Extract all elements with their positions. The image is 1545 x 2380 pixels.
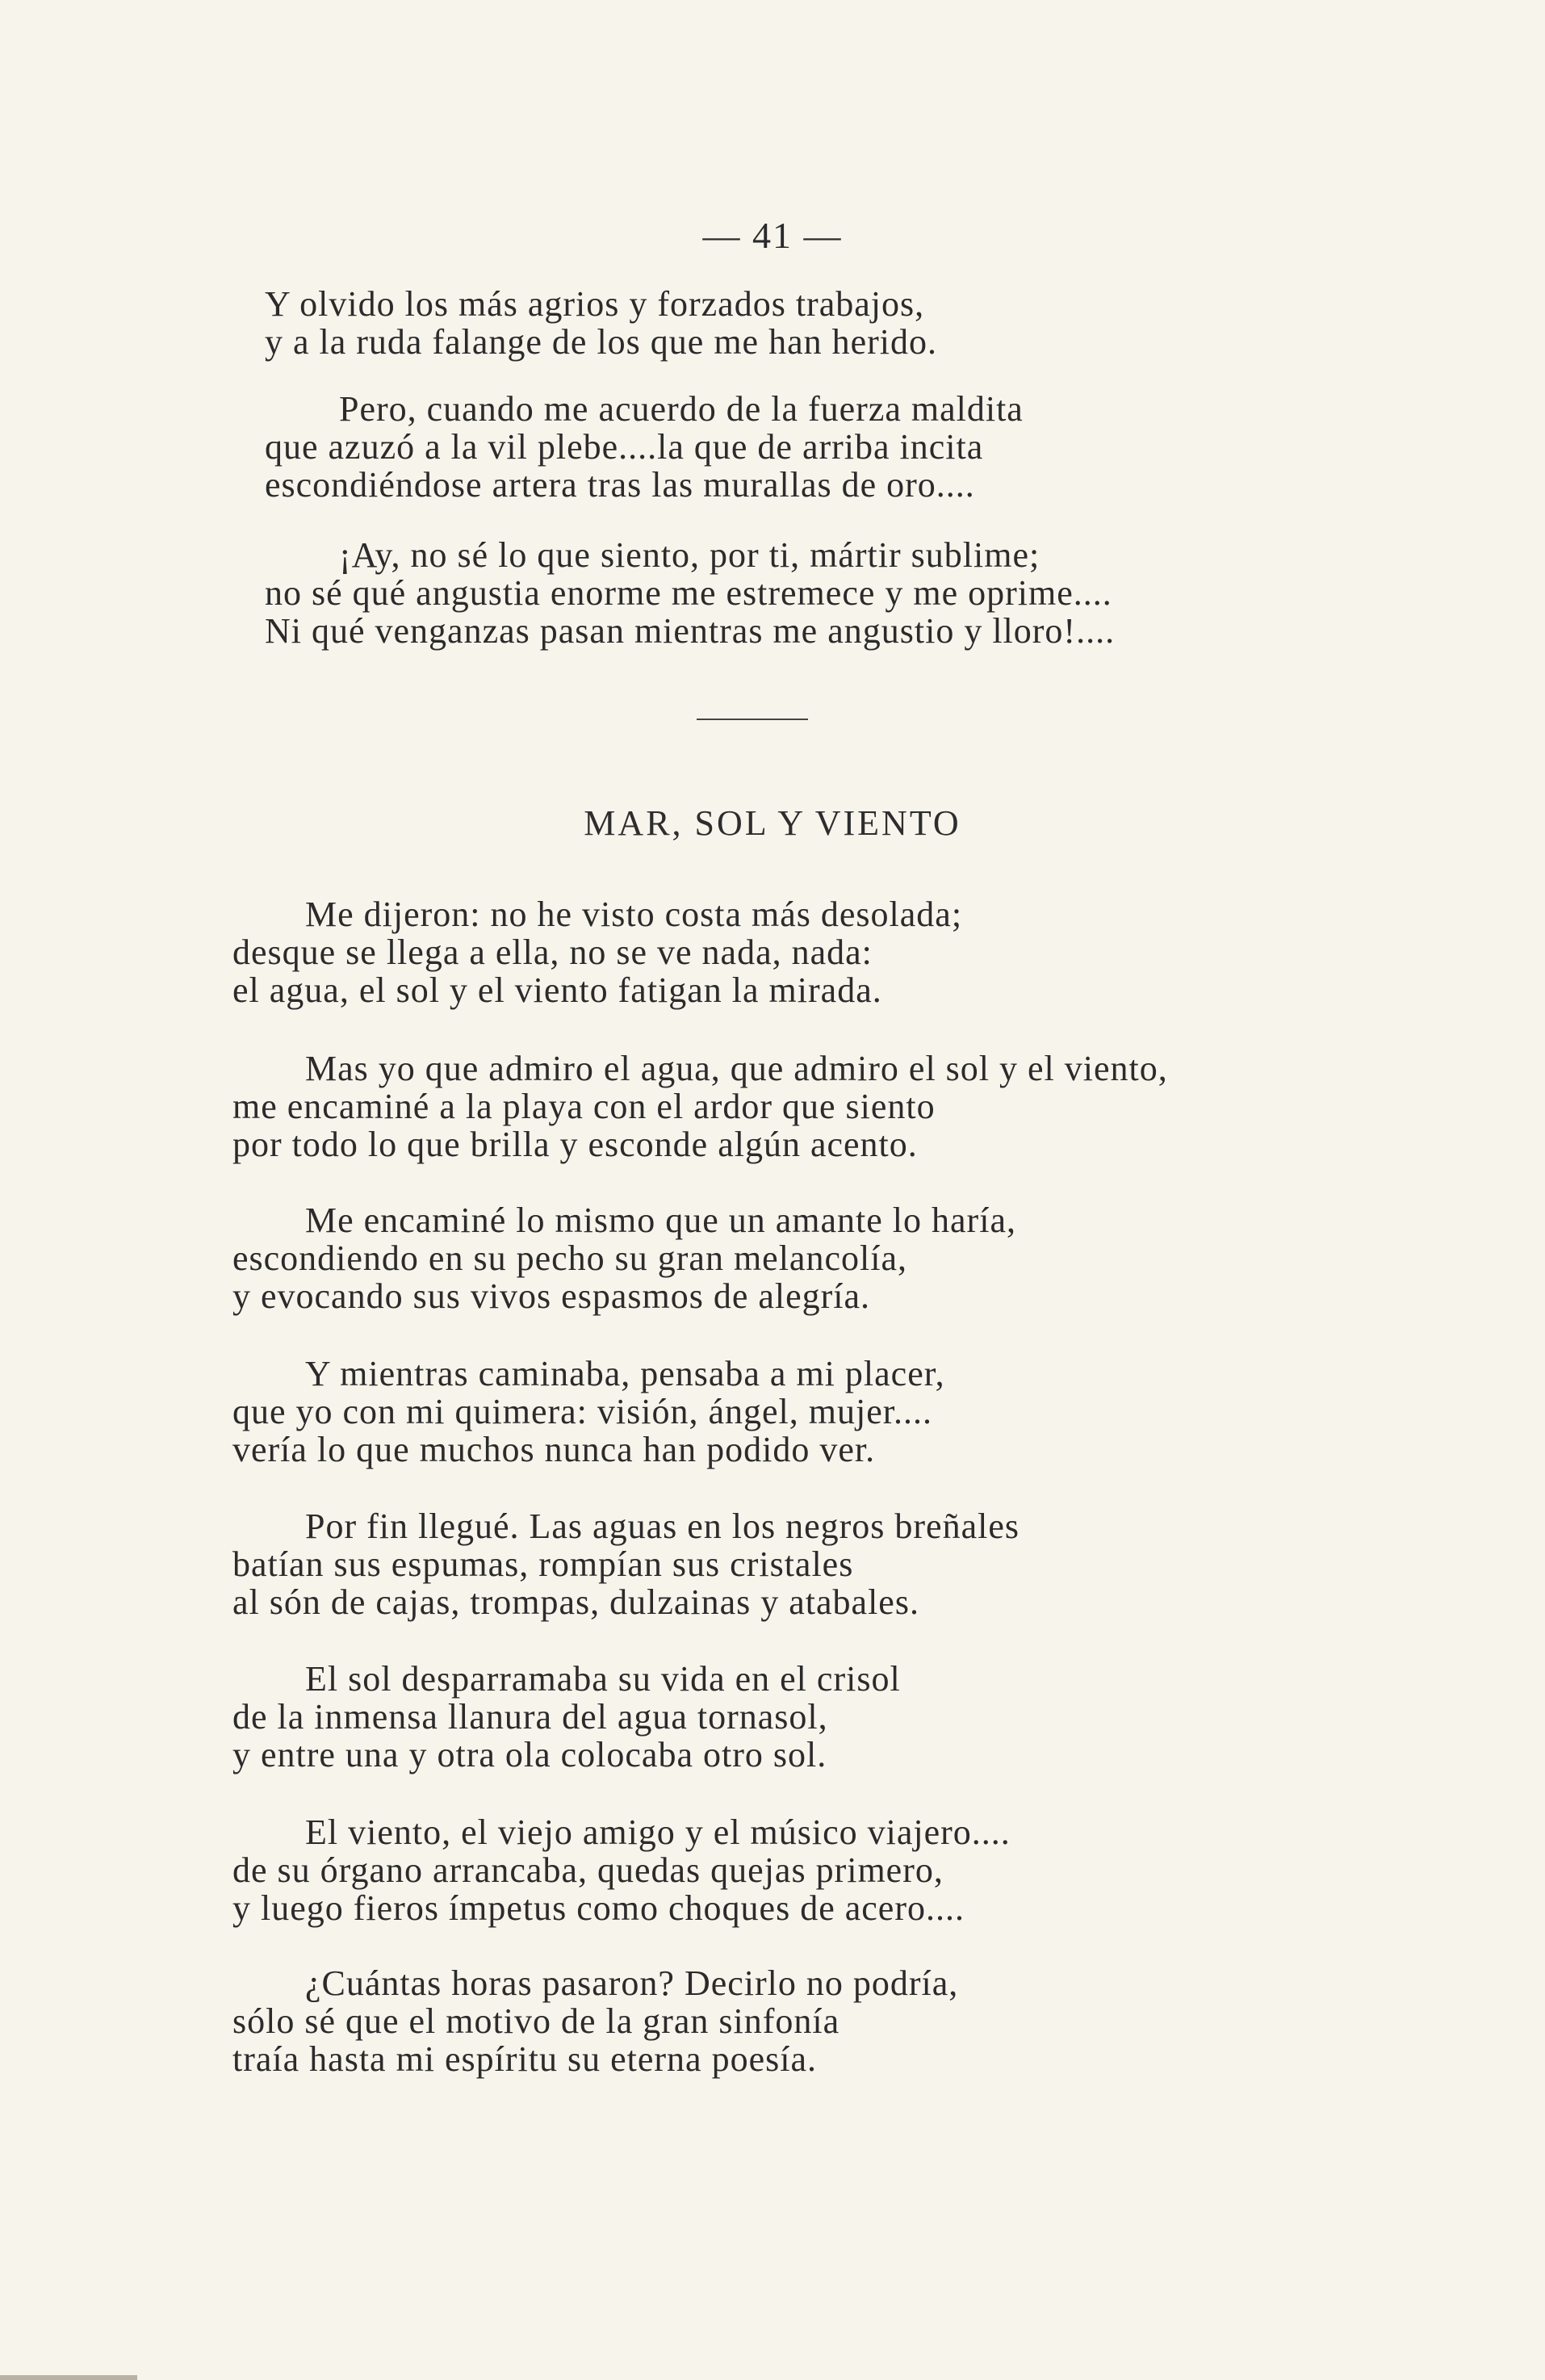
poem-title: MAR, SOL Y VIENTO bbox=[584, 803, 961, 843]
verse-line: Me dijeron: no he visto costa más desolada; bbox=[305, 895, 963, 934]
verse-line: ¡Ay, no sé lo que siento, por ti, mártir sublime; bbox=[339, 535, 1040, 575]
verse-line: traía hasta mi espíritu su eterna poesía. bbox=[232, 2039, 817, 2079]
verse-line: y evocando sus vivos espasmos de alegría. bbox=[232, 1276, 871, 1316]
stanza-top-1 bbox=[265, 285, 937, 361]
verse-line: que yo con mi quimera: visión, ángel, mujer.... bbox=[232, 1392, 932, 1431]
poem-stanza-8 bbox=[232, 1964, 958, 2078]
poem-stanza-1 bbox=[232, 895, 962, 1009]
verse-line: Ni qué venganzas pasan mientras me angustio y lloro!.... bbox=[265, 611, 1116, 651]
verse-line: me encaminé a la playa con el ardor que siento bbox=[232, 1087, 936, 1126]
poem-stanza-4 bbox=[232, 1355, 945, 1469]
poem-stanza-3 bbox=[232, 1201, 1016, 1315]
scan-edge-mark bbox=[0, 2375, 137, 2380]
verse-line: El sol desparramaba su vida en el crisol bbox=[305, 1659, 901, 1699]
verse-line: por todo lo que brilla y esconde algún acento. bbox=[232, 1125, 918, 1164]
verse-line: sólo sé que el motivo de la gran sinfonía bbox=[232, 2001, 840, 2041]
poem-stanza-6 bbox=[232, 1660, 901, 1774]
stanza-top-3 bbox=[265, 536, 1115, 650]
section-divider bbox=[697, 719, 808, 720]
verse-line: escondiendo en su pecho su gran melancolía, bbox=[232, 1238, 907, 1278]
verse-line: no sé qué angustia enorme me estremece y me oprime.... bbox=[265, 573, 1112, 613]
poem-stanza-2 bbox=[232, 1050, 1168, 1163]
verse-line: y entre una y otra ola colocaba otro sol. bbox=[232, 1735, 827, 1775]
verse-line: Pero, cuando me acuerdo de la fuerza maldita bbox=[339, 389, 1024, 429]
verse-line: El viento, el viejo amigo y el músico viajero.... bbox=[305, 1812, 1011, 1852]
page-number: — 41 — bbox=[702, 215, 843, 256]
verse-line: que azuzó a la vil plebe....la que de arriba incita bbox=[265, 427, 984, 467]
poem-stanza-5 bbox=[232, 1507, 1020, 1621]
verse-line: de la inmensa llanura del agua tornasol, bbox=[232, 1697, 828, 1737]
verse-line: escondiéndose artera tras las murallas de oro.... bbox=[265, 465, 975, 505]
verse-line: desque se llega a ella, no se ve nada, nada: bbox=[232, 932, 873, 972]
verse-line: Mas yo que admiro el agua, que admiro el sol y el viento, bbox=[305, 1049, 1168, 1088]
verse-line: y a la ruda falange de los que me han herido. bbox=[265, 322, 938, 362]
verse-line: de su órgano arrancaba, quedas quejas primero, bbox=[232, 1850, 944, 1890]
verse-line: y luego fieros ímpetus como choques de acero.... bbox=[232, 1888, 965, 1928]
verse-line: al són de cajas, trompas, dulzainas y atabales. bbox=[232, 1582, 919, 1622]
verse-line: batían sus espumas, rompían sus cristales bbox=[232, 1544, 854, 1584]
verse-line: Y olvido los más agrios y forzados trabajos, bbox=[265, 284, 925, 324]
verse-line: vería lo que muchos nunca han podido ver. bbox=[232, 1430, 876, 1469]
poem-stanza-7 bbox=[232, 1813, 1011, 1927]
verse-line: Y mientras caminaba, pensaba a mi placer, bbox=[305, 1354, 945, 1393]
verse-line: Me encaminé lo mismo que un amante lo haría, bbox=[305, 1200, 1016, 1240]
verse-line: ¿Cuántas horas pasaron? Decirlo no podría, bbox=[305, 1963, 959, 2003]
verse-line: el agua, el sol y el viento fatigan la mirada. bbox=[232, 970, 882, 1010]
verse-line: Por fin llegué. Las aguas en los negros breñales bbox=[305, 1506, 1020, 1546]
stanza-top-2 bbox=[265, 390, 1024, 504]
